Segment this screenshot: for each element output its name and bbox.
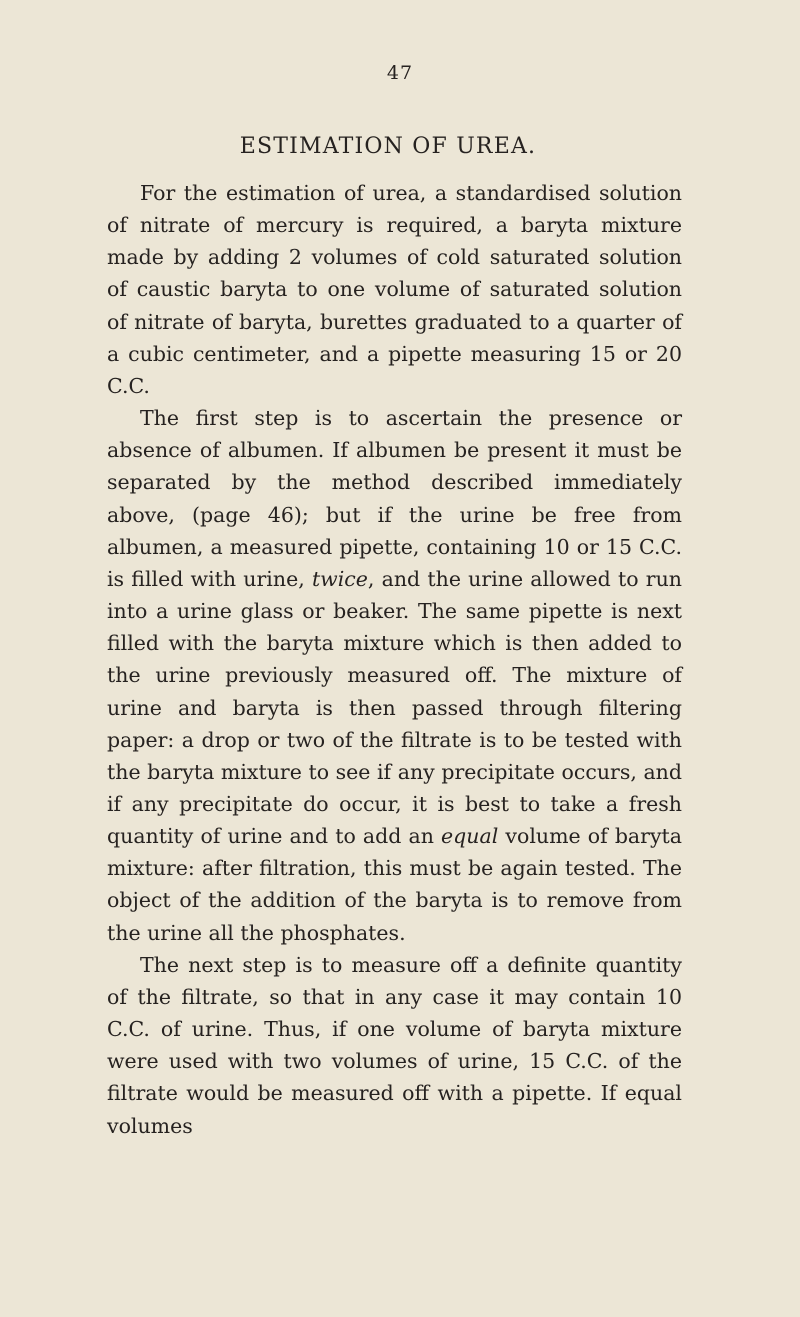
body-text: [107, 177, 682, 1142]
paragraph-2-part-1: The first step is to ascertain the presence or absence of albumen. If albumen be present it must be separated by the method described immediately above, (page 46); but if the urine be free from albumen, a measured pipette, containing 10 or 15 C.C. is filled with urine,: [107, 406, 682, 591]
emphasis-equal: equal: [441, 824, 499, 849]
paragraph-2-part-3: volume of baryta mixture: after filtration, this must be again tested. The object of the addition of the baryta is to remove from the urine all the phosphates.: [107, 824, 682, 945]
paragraph-1: For the estimation of urea, a standardised solution of nitrate of mercury is required, a baryta mixture made by adding 2 volumes of cold saturated solution of caustic baryta to one volume of saturated solution of nitrate of baryta, burettes graduated to a quarter of a cubic centimeter, and a pipette measuring 15 or 20 C.C.: [107, 181, 682, 398]
page-title: ESTIMATION OF UREA.: [239, 134, 537, 159]
paragraph-2-part-2: , and the urine allowed to run into a urine glass or beaker. The same pipette is next filled with the baryta mixture which is then added to the urine previously measured off. The mixture of urine and baryta is then passed through filtering paper: a drop or two of the filtrate is to be tested with the baryta mixture to see if any precipitate occurs, and if any precipitate do occur, it is best to take a fresh quantity of urine and to add an: [107, 566, 682, 849]
paragraph-2: [107, 402, 682, 949]
page-number: 47: [386, 62, 414, 84]
emphasis-twice: twice: [311, 566, 368, 591]
paragraph-3: The next step is to measure off a definite quantity of the filtrate, so that in any case it may contain 10 C.C. of urine. Thus, if one volume of baryta mixture were used with two volumes of urine, 15 C.C. of the filtrate would be measured off with a pipette. If equal volumes: [107, 952, 682, 1138]
